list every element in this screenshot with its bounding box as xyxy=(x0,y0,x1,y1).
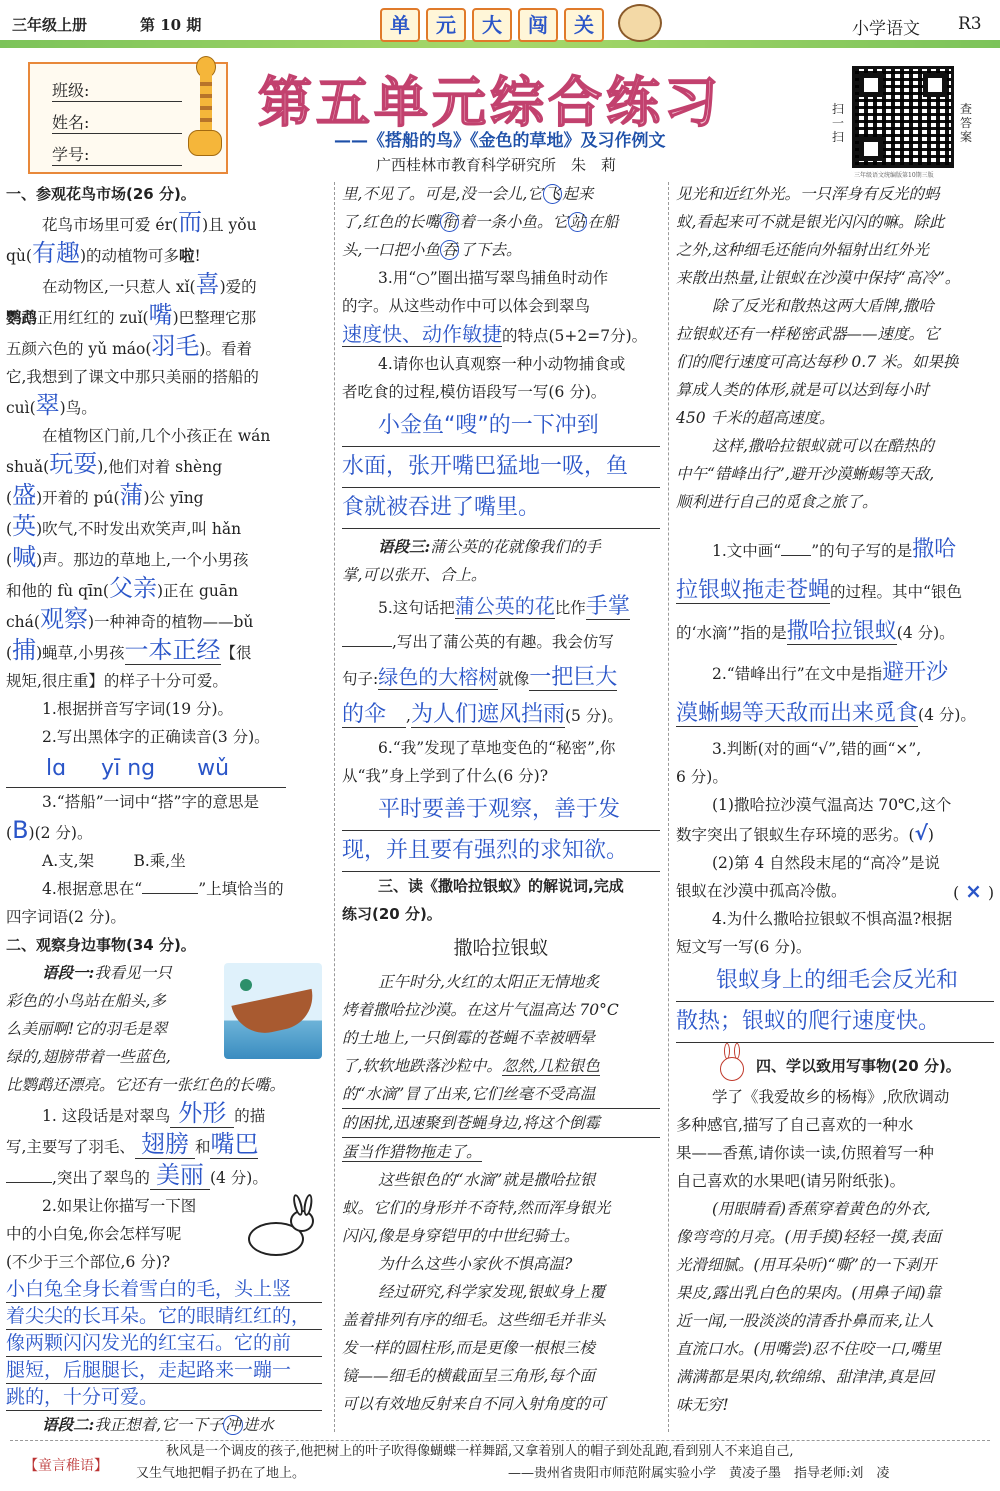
answer-b[interactable]: B xyxy=(12,816,29,844)
answer-youqu[interactable]: 有趣 xyxy=(31,239,80,267)
footer-line-2: 又生气地把帽子扔在了地上。 xyxy=(136,1466,306,1481)
answer-q2b[interactable]: 漠蜥蜴等天敌而出来觅食 xyxy=(676,701,919,726)
answer-q5d[interactable]: 一把巨大 xyxy=(529,665,618,690)
footer-quote xyxy=(10,1440,990,1486)
section-3-title: 三、读《撒哈拉银蚁》的解说词,完成 xyxy=(378,877,624,895)
answer-q3[interactable]: 速度快、动作敏捷 xyxy=(342,322,502,346)
subject-label: 小学语文 xyxy=(852,19,920,39)
column-3: 见光和近红外光。一只浑身有反光的蚂 蚁,看起来可不就是银光闪闪的嘛。除此 之外,这种细毛还能向外辐射出红外光 来散出热量,让银蚁在沙漠中保持“高冷”。 除了反光和散热这两大盾牌,撒哈 拉银蚁还有一样秘密武器——速度。它 们的爬行速度可高达每秒 0.7 米。如果换 算成人类的体形,就是可以达到每小时 450 千米的超高速度。 这样,撒哈拉银蚁就可以在酷热的 中午“错峰出行”,避开沙漠蜥蜴等天敌, 顺利进行自己的觅食之旅了。 1.文中画“ ”的句子写的是撒哈 拉银蚁拖走苍蝇的过程。其中“银色 的‘水滴’”指的是撒哈拉银蚁(4 分)。 2.“错峰出行”在文中是指避开沙 漠蜥蜴等天敌而出来觅食(4 分)。 3.判断(对的画“√”,错的画“×”, 6 分)。 (1)撒哈拉沙漠气温高达 70℃,这个 数字突出了银蚁生存环境的恶劣。(√) (2)第 4 自然段末尾的“高冷”是说 银蚁在沙漠中孤高冷傲。 ( × ) 4.为什么撒哈拉银蚁不惧高温?根据 短文写一写(6 分)。 银蚁身上的细毛会反光和 散热；银蚁的爬行速度快。 四、学以致用写事物(20 分)。 学了《我爱故乡的杨梅》,欣欣调动 多种感官,描写了自己喜欢的一种水 果——香蕉,请你读一读,仿照着写一种 自己喜欢的水果吧(请另附纸张)。 (用眼睛看)香蕉穿着黄色的外衣, 像弯弯的月亮。(用手摸)轻轻一摸,表面 光滑细腻。(用耳朵听)“嘶”的一下剥开 果皮,露出乳白色的果肉。(用鼻子闻)靠 近一闻,一股淡淡的清香扑鼻而来,让人 直流口水。(用嘴尝)忍不住咬一口,嘴里 满满都是果肉,软绵绵、甜津津,真是回 味无穷! xyxy=(676,185,994,1414)
giraffe-icon xyxy=(188,56,222,168)
answer-pinyin[interactable]: lɑ yī ng wǔ xyxy=(6,751,286,788)
column-1: 一、参观花鸟市场(26 分)。 花鸟市场里可爱 ér(而)且 yǒu qù(有趣)的动植物可多啦! 在动物区,一只惹人 xǐ(喜)爱的 鹦鹉正用红红的 zuǐ(嘴)巴整理它那 五颜六色的 yǔ máo(羽毛)。看着 它,我想到了课文中那只美丽的搭船的 cuì(翠)鸟。 在植物区门前,几个小孩正在 wán shuǎ(玩耍),他们对着 shèng (盛)开着的 pú(蒲)公 yīng (英)吹气,不时发出欢笑声,叫 hǎn (喊)声。那边的草地上,一个小男孩 和他的 fù qīn(父亲)正在 guān chá(观察)一种神奇的植物——bǔ (捕)蝇草,小男孩一本正经【很 规矩,很庄重】的样子十分可爱。 1.根据拼音写字词(19 分)。 2.写出黑体字的正确读音(3 分)。 lɑ yī ng wǔ 3.“搭船”一词中“搭”字的意思是 (B)(2 分)。 A.支,架 B.乘,坐 4.根据意思在“ ”上填恰当的 四字词语(2 分)。 二、观察身边事物(34 分)。 语段一:我看见一只 彩色的小鸟站在船头,多 么美丽啊!它的羽毛是翠 绿的,翅膀带着一些蓝色, 比鹦鹉还漂亮。它还有一张红色的长嘴。 1. 这段话是对翠鸟 外形 的描 写,主要写了羽毛、 翅膀 和嘴巴 ,突出了翠鸟的 美丽 (4 分)。 2.如果让你描写一下图 中的小白兔,你会怎样写呢 (不少于三个部位,6 分)? 小白兔全身长着雪白的毛，头上竖 着尖尖的长耳朵。它的眼睛红红的， 像两颗闪闪发光的红宝石。它的前 腿短，后腿腿长，走起路来一蹦一 跳的，十分可爱。 语段二:我正想着,它一下子 冲 进水 xyxy=(6,180,322,1439)
section-2-title: 二、观察身边事物(34 分)。 xyxy=(6,936,196,954)
rabbit-mascot-icon xyxy=(716,1043,750,1083)
grade-label: 三年级上册 xyxy=(12,16,88,34)
student-info-box xyxy=(28,62,228,174)
circled-tun[interactable]: 吞 xyxy=(441,241,458,259)
page-header xyxy=(0,0,1000,48)
answer-q1c[interactable]: 撒哈拉银蚁 xyxy=(786,619,897,644)
circled-fei[interactable]: 飞 xyxy=(544,185,561,203)
essay-title: 撒哈拉银蚁 xyxy=(453,937,549,959)
boat-bird-illustration xyxy=(224,963,322,1059)
banner-char: 闯 xyxy=(518,8,558,42)
answer-xi[interactable]: 喜 xyxy=(195,270,220,298)
circled-zhan[interactable]: 站 xyxy=(569,213,586,231)
answer-q1b[interactable]: 拉银蚁拖走苍蝇 xyxy=(676,578,831,603)
unit-banner xyxy=(380,8,616,42)
qr-answer-label: 查答案 xyxy=(960,102,973,144)
footer-label: 【童言稚语】 xyxy=(24,1458,108,1474)
answer-er[interactable]: 而 xyxy=(178,208,203,236)
answer-q5b[interactable]: 手掌 xyxy=(585,594,630,619)
answer-yibenzhengjing[interactable]: 一本正经 xyxy=(124,636,221,664)
answer-q1a[interactable]: 撒哈 xyxy=(912,537,957,562)
circled-chong[interactable]: 冲 xyxy=(225,1416,241,1434)
answer-wanshua[interactable]: 玩耍 xyxy=(49,450,98,478)
answer-q5c[interactable]: 绿色的大榕树 xyxy=(378,665,499,689)
answer-yumao[interactable]: 羽毛 xyxy=(151,332,200,360)
issue-label: 第 10 期 xyxy=(140,16,202,34)
footer-credit: ——贵州省贵阳市师范附属实验小学 黄凌子墨 指导老师:刘 凌 xyxy=(508,1466,890,1481)
banner-char: 单 xyxy=(380,8,420,42)
column-2: 里,不见了。可是,没一会儿,它 飞 起来 了,红色的长嘴 衔 着一条小鱼。它 站 在船 头,一口把小鱼 吞 了下去。 3.用“○”圈出描写翠鸟捕鱼时动作 的字。从这些动作中可以体会到翠鸟 速度快、动作敏捷的特点(5+2=7分)。 4.请你也认真观察一种小动物捕食或 者吃食的过程,模仿语段写一写(6 分)。 小金鱼“嗖”的一下冲到 水面，张开嘴巴猛地一吸，鱼 食就被吞进了嘴里。 语段三:蒲公英的花就像我们的手 掌,可以张开、合上。 5.这句话把蒲公英的花比作手掌 ,写出了蒲公英的有趣。我会仿写 句子:绿色的大榕树就像一把巨大 的伞 ,为人们遮风挡雨(5 分)。 6.“我”发现了草地变色的“秘密”,你 从“我”身上学到了什么(6 分)? 平时要善于观察，善于发 现，并且要有强烈的求知欲。 三、读《撒哈拉银蚁》的解说词,完成 练习(20 分)。 撒哈拉银蚁 正午时分,火红的太阳正无情地炙 烤着撒哈拉沙漠。在这片气温高达 70°C 的土地上,一只倒霉的苍蝇不幸被晒晕 了,软软地跌落沙粒中。忽然,几粒银色 的“水滴”冒了出来,它们丝毫不受高温 的困扰,迅速聚到苍蝇身边,将这个倒霉 蛋当作猎物拖走了。 这些银色的“水滴”就是撒哈拉银 蚁。它们的身形并不奇特,然而浑身银光 闪闪,像是身穿铠甲的中世纪骑士。 为什么这些小家伙不惧高温? 经过研究,科学家发现,银蚁身上覆 盖着排列有序的细毛。这些细毛并非头 发一样的圆柱形,而是更像一根根三棱 镜——细毛的横截面呈三角形,每个面 可以有效地反射来自不同入射角度的可 xyxy=(342,180,660,1418)
answer-q2a[interactable]: 避开沙 xyxy=(882,660,949,685)
footer-line-1: 秋风是一个调皮的孩子,他把树上的叶子吹得像蝴蝶一样舞蹈,又拿着别人的帽子到处乱跑,看到别人不来追自己, xyxy=(166,1444,794,1459)
answer-guancha[interactable]: 观察 xyxy=(39,605,88,633)
section-4-title: 四、学以致用写事物(20 分)。 xyxy=(756,1057,961,1075)
rabbit-icon xyxy=(228,1194,320,1260)
id-field[interactable]: 学号: xyxy=(52,142,182,166)
answer-q6[interactable]: 平时要善于观察，善于发 现，并且要有强烈的求知欲。 xyxy=(342,790,660,872)
answer-rabbit[interactable]: 小白兔全身长着雪白的毛，头上竖 着尖尖的长耳朵。它的眼睛红红的， 像两颗闪闪发光的红宝石。它的前 腿短，后腿腿长，走起路来一蹦一 跳的，十分可爱。 xyxy=(6,1276,322,1411)
page-title: 第五单元综合练习 xyxy=(258,71,722,134)
answer-zuiba[interactable]: 嘴巴 xyxy=(210,1130,259,1158)
answer-bu[interactable]: 捕 xyxy=(12,636,37,664)
answer-meili[interactable]: 美丽 xyxy=(150,1161,210,1190)
answer-chibang[interactable]: 翅膀 xyxy=(135,1130,195,1159)
answer-ying[interactable]: 英 xyxy=(12,512,37,540)
answer-cui[interactable]: 翠 xyxy=(35,391,60,419)
answer-zui[interactable]: 嘴 xyxy=(148,301,173,329)
answer-q5a[interactable]: 蒲公英的花 xyxy=(454,594,555,618)
qr-code-icon[interactable] xyxy=(852,66,954,168)
cow-mascot-icon xyxy=(618,4,662,42)
author-line: 广西桂林市教育科学研究所 朱 莉 xyxy=(376,156,617,174)
answer-fuqin[interactable]: 父亲 xyxy=(108,574,157,602)
banner-char: 大 xyxy=(472,8,512,42)
banner-char: 关 xyxy=(564,8,604,42)
answer-q4[interactable]: 小金鱼“嗖”的一下冲到 水面，张开嘴巴猛地一吸，鱼 食就被吞进了嘴里。 xyxy=(342,406,660,529)
answer-q3-1[interactable]: √ xyxy=(914,821,928,845)
name-field[interactable]: 姓名: xyxy=(52,110,182,134)
qr-scan-label: 扫一扫 xyxy=(832,102,845,144)
answer-han[interactable]: 喊 xyxy=(12,543,37,571)
answer-pu[interactable]: 蒲 xyxy=(119,481,144,509)
qr-caption: 三年级语文统编版第10期三版 xyxy=(854,172,934,179)
page-number: R3 xyxy=(958,14,982,34)
answer-q5f[interactable]: 为人们遮风挡雨 xyxy=(410,702,565,727)
answer-waixing[interactable]: 外形 xyxy=(170,1099,234,1128)
class-field[interactable]: 班级: xyxy=(52,78,182,102)
page-subtitle: ——《搭船的鸟》《金色的草地》及习作例文 xyxy=(334,131,666,151)
answer-q5e[interactable]: 的伞 xyxy=(342,702,406,728)
answer-sheng[interactable]: 盛 xyxy=(12,481,37,509)
banner-char: 元 xyxy=(426,8,466,42)
section-1-title: 一、参观花鸟市场(26 分)。 xyxy=(6,185,196,203)
answer-q3-2[interactable]: × xyxy=(965,879,982,903)
answer-q4-essay[interactable]: 银蚁身上的细毛会反光和 散热；银蚁的爬行速度快。 xyxy=(676,961,994,1043)
circled-xian[interactable]: 衔 xyxy=(441,213,458,231)
